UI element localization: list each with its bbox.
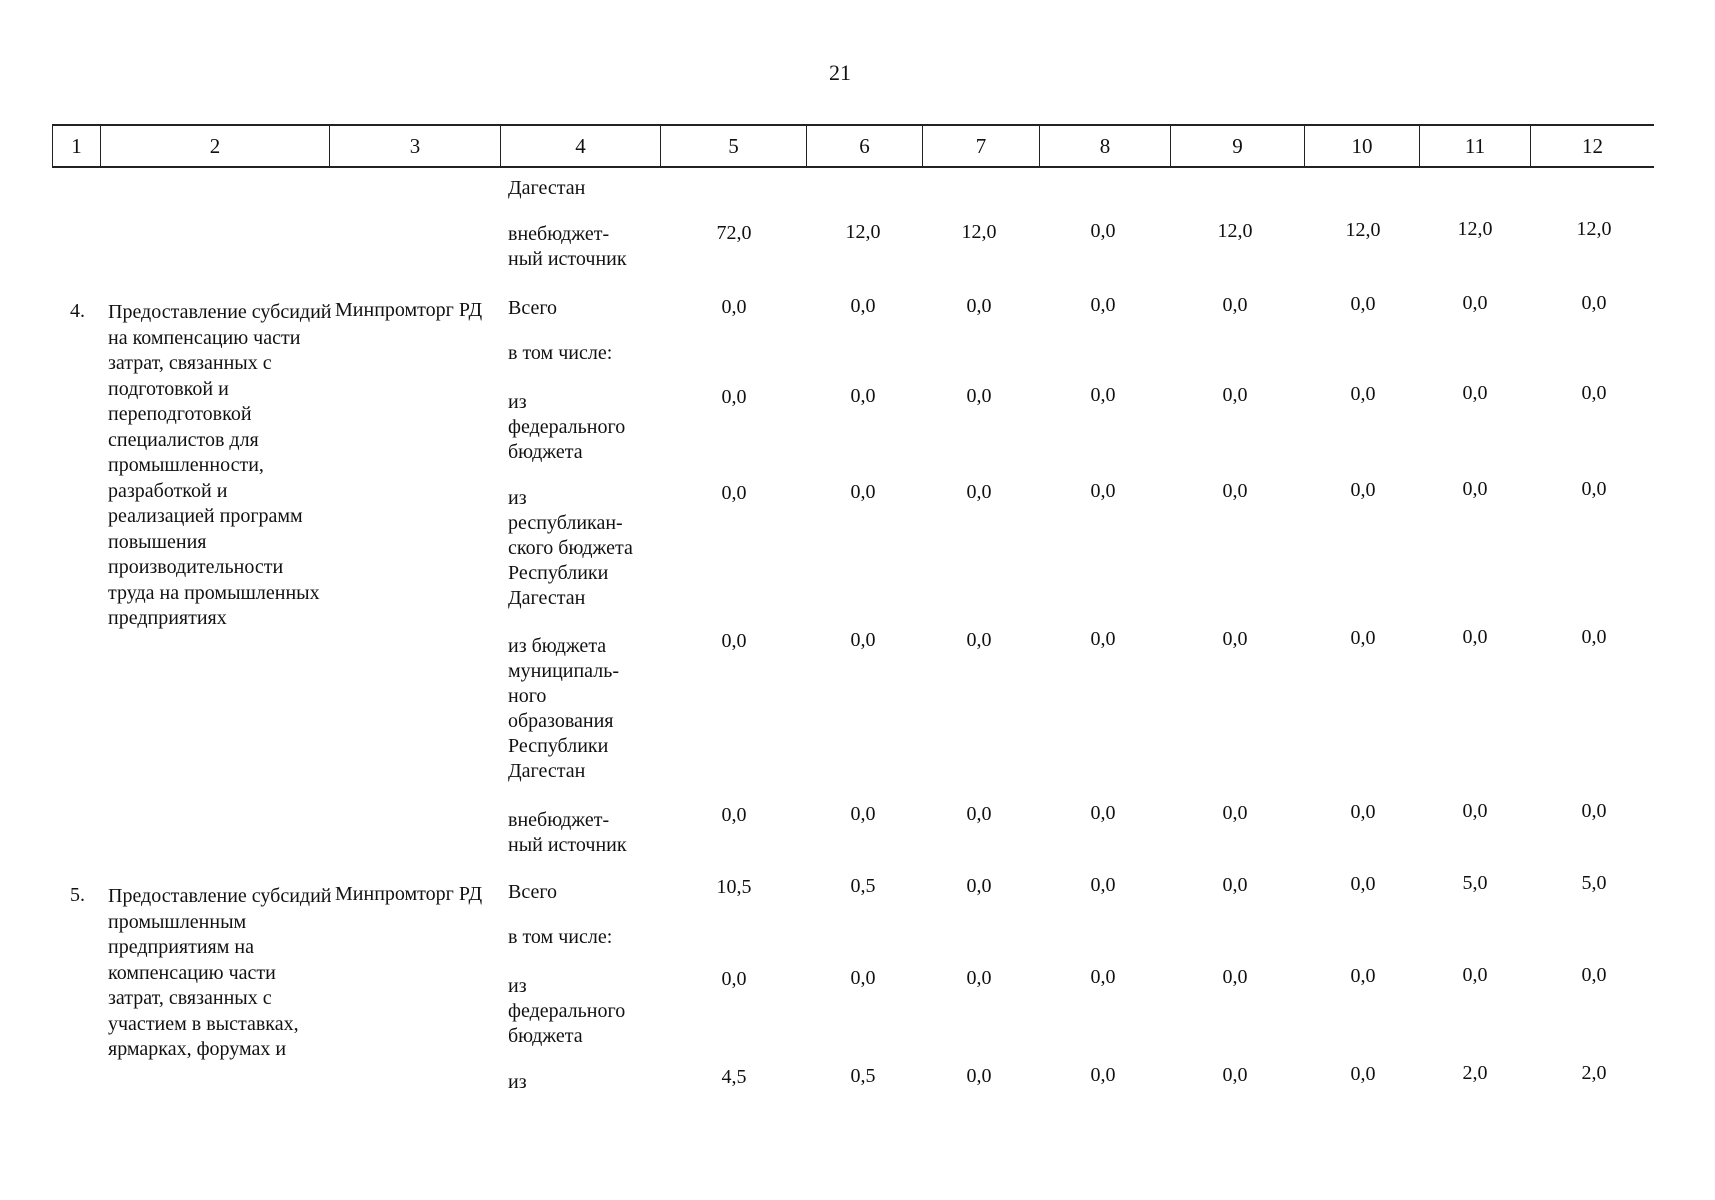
value-cell-col-10: 12,0 bbox=[1345, 219, 1381, 241]
value-cell-col-6: 0,5 bbox=[850, 1065, 876, 1088]
value-cell-col-7: 0,0 bbox=[966, 1064, 992, 1087]
header-col-4: 4 bbox=[501, 126, 661, 166]
row-label: из федерального бюджета bbox=[508, 391, 626, 463]
value-cell-col-6: 0,0 bbox=[850, 803, 876, 826]
value-cell-col-5: 0,0 bbox=[721, 296, 747, 318]
value-cell-col-9: 0,0 bbox=[1222, 479, 1248, 502]
row-label: из федерального бюджета bbox=[508, 975, 626, 1047]
value-cell-col-12: 5,0 bbox=[1581, 871, 1607, 894]
entry-description: Предоставление субсидий промышленным предприятиям на компенсацию части затрат, связанных с участием в выставках, ярмарках, форумах и bbox=[108, 885, 332, 1060]
value-cell-col-8: 0,0 bbox=[1090, 384, 1116, 407]
value-cell-col-11: 0,0 bbox=[1462, 292, 1488, 315]
row-label: из республикан- ского бюджета Республики Дагестан bbox=[508, 487, 633, 609]
value-cell-col-12: 0,0 bbox=[1581, 963, 1607, 986]
value-cell-col-10: 0,0 bbox=[1350, 801, 1376, 823]
value-cell-col-10: 0,0 bbox=[1350, 383, 1376, 405]
value-cell-col-12: 0,0 bbox=[1581, 381, 1607, 404]
value-cell-col-9: 0,0 bbox=[1222, 965, 1248, 988]
value-cell-col-6: 0,5 bbox=[850, 875, 876, 898]
value-cell-col-8: 0,0 bbox=[1090, 220, 1116, 243]
value-cell-col-11: 2,0 bbox=[1462, 1062, 1488, 1085]
value-cell-col-7: 0,0 bbox=[966, 874, 992, 897]
value-cell-col-7: 0,0 bbox=[966, 384, 992, 407]
table-header bbox=[52, 124, 1654, 168]
value-cell-col-5: 0,0 bbox=[721, 804, 747, 826]
value-cell-col-8: 0,0 bbox=[1090, 480, 1116, 503]
value-cell-col-11: 0,0 bbox=[1462, 800, 1488, 823]
value-cell-col-8: 0,0 bbox=[1090, 802, 1116, 825]
row-label: внебюджет- ный источник bbox=[508, 223, 627, 270]
header-col-9: 9 bbox=[1171, 126, 1305, 166]
value-cell-col-12: 2,0 bbox=[1581, 1061, 1607, 1084]
header-col-12: 12 bbox=[1582, 133, 1603, 158]
value-cell-col-8: 0,0 bbox=[1090, 294, 1116, 317]
row-label: из bbox=[508, 1071, 527, 1093]
header-col-8: 8 bbox=[1040, 126, 1171, 166]
value-cell-col-11: 0,0 bbox=[1462, 382, 1488, 405]
value-cell-col-5: 0,0 bbox=[721, 630, 747, 652]
page-number: 21 bbox=[829, 60, 851, 85]
value-cell-col-9: 0,0 bbox=[1222, 293, 1248, 316]
value-cell-col-12: 12,0 bbox=[1576, 217, 1612, 240]
header-col-11: 11 bbox=[1420, 126, 1531, 166]
value-cell-col-7: 0,0 bbox=[966, 802, 992, 825]
value-cell-col-6: 0,0 bbox=[850, 481, 876, 504]
value-cell-col-6: 0,0 bbox=[850, 385, 876, 408]
value-cell-col-11: 0,0 bbox=[1462, 626, 1488, 649]
value-cell-col-8: 0,0 bbox=[1090, 628, 1116, 651]
entry-executor: Минпромторг РД bbox=[335, 883, 483, 905]
value-cell-col-10: 0,0 bbox=[1350, 1063, 1376, 1085]
row-label: из бюджета муниципаль- ного образования Республики Дагестан bbox=[508, 635, 619, 782]
value-cell-col-5: 72,0 bbox=[716, 222, 752, 244]
entry-description: Предоставление субсидий на компенсацию части затрат, связанных с подготовкой и переподготовкой специалистов для промышленности, разработкой и реализацией программ повышения производительности труда на промышленных предприятиях bbox=[108, 301, 332, 629]
value-cell-col-9: 0,0 bbox=[1222, 801, 1248, 824]
value-cell-col-7: 12,0 bbox=[961, 220, 997, 243]
value-cell-col-5: 10,5 bbox=[716, 876, 752, 898]
value-cell-col-10: 0,0 bbox=[1350, 293, 1376, 315]
value-cell-col-9: 12,0 bbox=[1217, 219, 1253, 242]
value-cell-col-6: 12,0 bbox=[845, 221, 881, 244]
value-cell-col-5: 0,0 bbox=[721, 482, 747, 504]
value-cell-col-11: 12,0 bbox=[1457, 218, 1493, 241]
value-cell-col-8: 0,0 bbox=[1090, 966, 1116, 989]
value-cell-col-5: 4,5 bbox=[721, 1066, 747, 1088]
header-col-6: 6 bbox=[807, 126, 923, 166]
header-col-10: 10 bbox=[1305, 126, 1420, 166]
value-cell-col-10: 0,0 bbox=[1350, 873, 1376, 895]
value-cell-col-9: 0,0 bbox=[1222, 383, 1248, 406]
value-cell-col-12: 0,0 bbox=[1581, 799, 1607, 822]
header-col-5: 5 bbox=[661, 126, 807, 166]
value-cell-col-12: 0,0 bbox=[1581, 625, 1607, 648]
value-cell-col-11: 0,0 bbox=[1462, 964, 1488, 987]
value-cell-col-10: 0,0 bbox=[1350, 479, 1376, 501]
value-cell-col-11: 5,0 bbox=[1462, 872, 1488, 895]
value-cell-col-9: 0,0 bbox=[1222, 1063, 1248, 1086]
row-label: в том числе: bbox=[508, 926, 613, 948]
row-label: Дагестан bbox=[508, 177, 586, 199]
row-label: внебюджет- ный источник bbox=[508, 809, 627, 856]
value-cell-col-6: 0,0 bbox=[850, 967, 876, 990]
row-label: Всего bbox=[508, 881, 558, 903]
value-cell-col-5: 0,0 bbox=[721, 968, 747, 990]
header-col-1: 1 bbox=[52, 126, 101, 166]
value-cell-col-8: 0,0 bbox=[1090, 1064, 1116, 1087]
header-col-7: 7 bbox=[923, 126, 1040, 166]
value-cell-col-9: 0,0 bbox=[1222, 627, 1248, 650]
value-cell-col-10: 0,0 bbox=[1350, 627, 1376, 649]
value-cell-col-10: 0,0 bbox=[1350, 965, 1376, 987]
value-cell-col-7: 0,0 bbox=[966, 294, 992, 317]
value-cell-col-9: 0,0 bbox=[1222, 873, 1248, 896]
value-cell-col-7: 0,0 bbox=[966, 628, 992, 651]
entry-index: 5. bbox=[70, 884, 85, 906]
value-cell-col-7: 0,0 bbox=[966, 480, 992, 503]
header-col-2: 2 bbox=[101, 126, 330, 166]
value-cell-col-12: 0,0 bbox=[1581, 477, 1607, 500]
entry-executor: Минпромторг РД bbox=[335, 299, 483, 321]
row-label: в том числе: bbox=[508, 342, 613, 364]
value-cell-col-6: 0,0 bbox=[850, 629, 876, 652]
value-cell-col-6: 0,0 bbox=[850, 295, 876, 318]
value-cell-col-7: 0,0 bbox=[966, 966, 992, 989]
value-cell-col-5: 0,0 bbox=[721, 386, 747, 408]
entry-index: 4. bbox=[70, 300, 85, 322]
header-col-3: 3 bbox=[330, 126, 501, 166]
value-cell-col-12: 0,0 bbox=[1581, 291, 1607, 314]
value-cell-col-11: 0,0 bbox=[1462, 478, 1488, 501]
value-cell-col-8: 0,0 bbox=[1090, 874, 1116, 897]
row-label: Всего bbox=[508, 297, 558, 319]
